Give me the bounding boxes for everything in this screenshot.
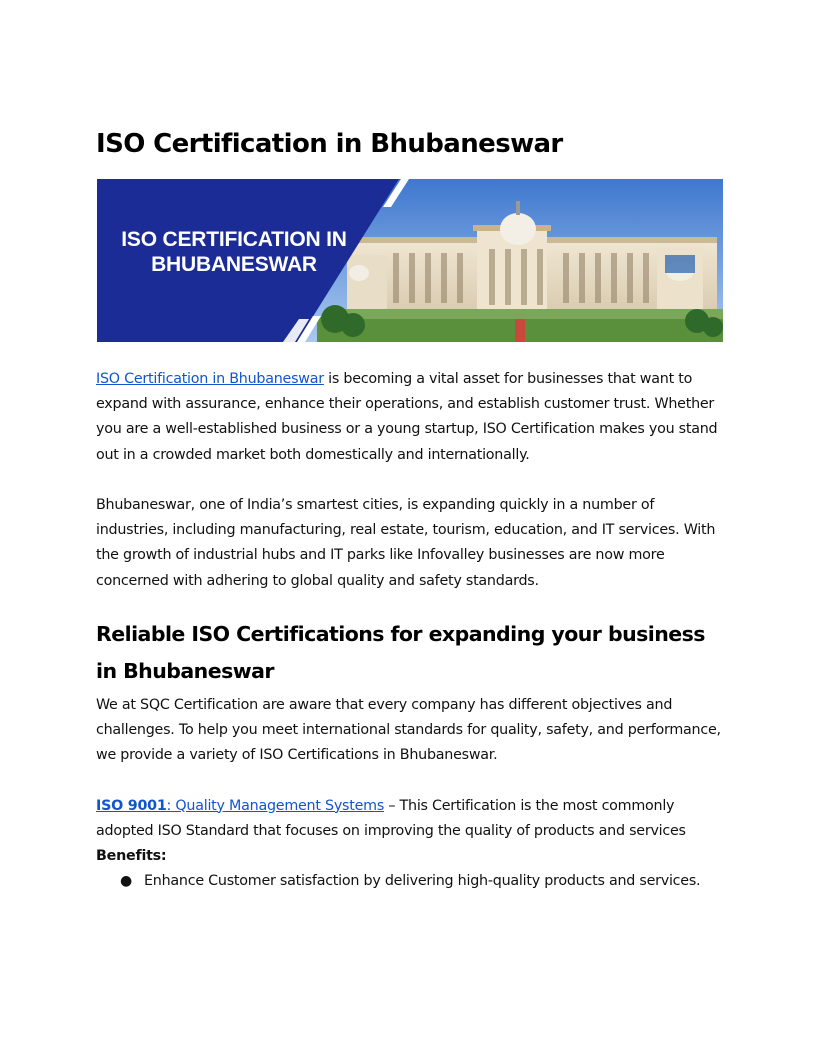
- intro-paragraph: [96, 367, 724, 468]
- benefits-label: Benefits:: [96, 848, 167, 865]
- iso9001-link[interactable]: [96, 798, 384, 814]
- iso-bhubaneswar-link[interactable]: ISO Certification in Bhubaneswar: [96, 371, 324, 387]
- iso9001-description: – This Certification is the most commonly adopted ISO Standard that focuses on improving the quality of products and services: [96, 797, 686, 839]
- page-title: ISO Certification in Bhubaneswar: [96, 129, 563, 159]
- list-item: [96, 869, 724, 894]
- sqc-paragraph: We at SQC Certification are aware that every company has different objectives and challenges. To help you meet international standards for quality, safety, and performance, we provide a variety of ISO Certifications in Bhubaneswar.: [96, 696, 721, 764]
- banner-caption: [97, 227, 371, 277]
- iso9001-link-rest: : Quality Management Systems: [166, 797, 385, 814]
- benefits-list: [96, 869, 724, 894]
- list-item-text: Enhance Customer satisfaction by delivering high-quality products and services.: [144, 873, 701, 890]
- bullet-icon: ●: [120, 873, 132, 890]
- iso9001-paragraph: [96, 794, 724, 844]
- bhubaneswar-paragraph: Bhubaneswar, one of India’s smartest cities, is expanding quickly in a number of industries, including manufacturing, real estate, tourism, education, and IT services. With the growth of industrial hubs and IT parks like Infovalley businesses are now more concerned with adhering to global quality and safety standards.: [96, 497, 716, 589]
- banner-caption-line2: BHUBANESWAR: [151, 253, 317, 276]
- intro-paragraph-text: is becoming a vital asset for businesses that want to expand with assurance, enhance their operations, and establish customer trust. Whether you are a well-established business or a young startup, ISO Certification makes you stand out in a crowded market both domestically and internationally.: [96, 371, 718, 463]
- document-content: [96, 120, 724, 894]
- section-heading: Reliable ISO Certifications for expanding your business in Bhubaneswar: [96, 621, 705, 683]
- banner-caption-line1: ISO CERTIFICATION IN: [121, 228, 347, 251]
- iso9001-link-bold: ISO 9001: [96, 797, 167, 814]
- banner-image: [97, 179, 723, 342]
